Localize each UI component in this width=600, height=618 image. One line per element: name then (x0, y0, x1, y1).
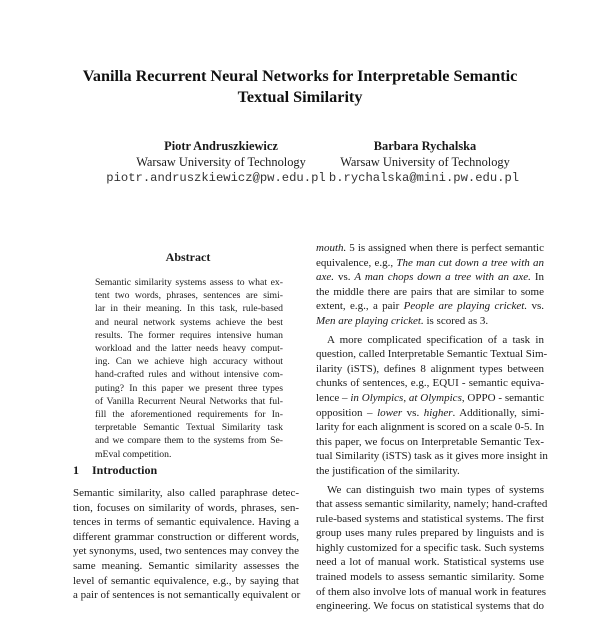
author-2 (320, 138, 530, 186)
text: In (530, 271, 545, 284)
author-affiliation: Warsaw University of Technology (136, 155, 306, 169)
text: . Additionally, simi- (452, 406, 545, 419)
italic-text: axe. (316, 271, 335, 284)
right-column (316, 241, 548, 618)
italic-text: Men are playing cricket. (316, 314, 424, 327)
text-line: group uses many rules prepared by linguists and is (316, 527, 544, 540)
author-affiliation: Warsaw University of Technology (340, 155, 510, 169)
text-line: question, called Interpretable Semantic Textual Sim- (316, 348, 548, 361)
abstract-line: mEval competition. (95, 448, 172, 460)
abstract-line: puting? In this paper we present three types (95, 382, 283, 394)
text-line (316, 299, 544, 314)
author-name: Barbara Rychalska (373, 139, 477, 153)
text-line: engineering. We focus on statistical systems that do (316, 600, 544, 613)
abstract-line: tent two words, phrases, sentences are simi- (95, 290, 283, 302)
italic-text: in Olympics (350, 391, 404, 404)
text-line: larity for each alignment is scored on a scale 0-5. In (316, 421, 545, 434)
section-number: 1 (73, 463, 79, 477)
text-line: ilarity (iSTS), defines 8 alignment types between (316, 362, 544, 375)
text-line: the justification of the similarity. (316, 464, 460, 477)
text-line (316, 241, 544, 256)
section-heading-introduction (73, 463, 157, 478)
italic-text: The man cut down a tree with an (396, 256, 544, 269)
abstract-line: ing. Can we achieve high accuracy without (95, 356, 283, 368)
abstract-line: workload and the latter needs heavy comput- (95, 343, 283, 355)
text: opposition – (316, 406, 378, 419)
author-email: piotr.andruszkiewicz@pw.edu.pl (106, 171, 326, 185)
abstract-line: terpretable Semantic Textual Similarity task (95, 422, 283, 434)
text-line: that assess semantic similarity, namely; hand-crafted (316, 498, 548, 511)
text: , (403, 391, 409, 404)
intro-line: tion, focuses on similarity of words, phrases, sen- (73, 501, 299, 514)
abstract-line: and neural network systems achieve the best (95, 316, 283, 328)
italic-text: higher (423, 406, 453, 419)
text-line: chunks of sentences, e.g., EQUI - semantic equiva- (316, 377, 544, 390)
abstract-line: of Vanilla Recurrent Neural Networks that ful- (95, 395, 283, 407)
text: vs. (334, 271, 355, 284)
intro-line: different grammar construction or different words, (73, 530, 299, 543)
text-line: rule-based systems and statistical systems. The first (316, 512, 544, 525)
intro-line: a pair of sentences is not semantically equivalent or (73, 589, 301, 602)
italic-text: lower (377, 406, 403, 419)
italic-text: mouth. (316, 242, 347, 254)
text: is scored as 3. (423, 314, 489, 327)
text-line (316, 270, 544, 285)
section-title: Introduction (92, 463, 158, 477)
text-line: this paper, we focus on Interpretable Semantic Tex- (316, 435, 544, 448)
intro-line: same meaning. Semantic similarity assesses the (73, 559, 299, 572)
intro-line: Semantic similarity, also called paraphrase detec- (73, 487, 299, 499)
italic-text: at Olympics (408, 391, 462, 404)
text-line: of them also involve lots of manual work in features (316, 585, 547, 598)
italic-text: People are playing cricket. (403, 300, 528, 313)
paragraph-system-types (316, 483, 548, 614)
text: 5 is assigned when there is perfect semantic (346, 242, 544, 254)
paper-title: Vanilla Recurrent Neural Networks for Interpretable Semantic Textual Similarity (82, 67, 518, 106)
author-name: Piotr Andruszkiewicz (164, 139, 278, 153)
abstract-line: fill the aforementioned requirements for In- (95, 409, 283, 421)
abstract-heading: Abstract (165, 250, 211, 264)
text: vs. (527, 300, 544, 313)
text-line: trained models to assess semantic similarity. Some (316, 571, 544, 584)
abstract-line: Semantic similarity systems assess to what ex- (95, 277, 283, 288)
intro-line: level of semantic equivalence, e.g., by saying that (73, 574, 299, 587)
abstract-line: lar in their meaning. In this task, rule-based (95, 303, 283, 315)
paragraph-ists (316, 333, 548, 479)
text-line (316, 314, 544, 329)
text-line: need a lot of manual work. Statistical systems use (316, 556, 544, 569)
intro-line: tences in terms of semantic equivalence. Having a (73, 516, 299, 529)
text: vs. (402, 406, 424, 419)
abstract-line: results. The former requires intensive human (95, 329, 283, 341)
text-line: We can distinguish two main types of systems (327, 483, 544, 496)
author-1 (96, 138, 346, 186)
intro-line: yet synonyms, used, two sentences may convey the (73, 545, 299, 558)
author-email: b.rychalska@mini.pw.edu.pl (328, 171, 520, 185)
italic-text: A man chops down a tree with an axe. (354, 271, 531, 284)
text: lence – (316, 391, 351, 404)
introduction-body (73, 486, 299, 603)
text-line: tual Similarity (iSTS) task as it gives more insight in (316, 450, 548, 463)
text-line: the middle there are pairs that are similar to some (316, 285, 544, 298)
abstract-body (95, 276, 283, 461)
abstract-line: and we compare them to the systems from Se- (95, 435, 283, 447)
abstract-line: hand-crafted rules and without intensive com- (95, 369, 283, 381)
text-line (316, 391, 544, 406)
text-line: A more complicated specification of a task in (327, 333, 544, 346)
text-line (316, 256, 544, 271)
text-line: highly customized for a specific task. Such systems (316, 541, 544, 554)
text: extent, e.g., a pair (316, 300, 404, 313)
text-line (316, 406, 544, 421)
text: equivalence, e.g., (316, 256, 397, 269)
text: , OPPO - semantic (461, 391, 544, 404)
paragraph-scoring-examples (316, 241, 544, 329)
